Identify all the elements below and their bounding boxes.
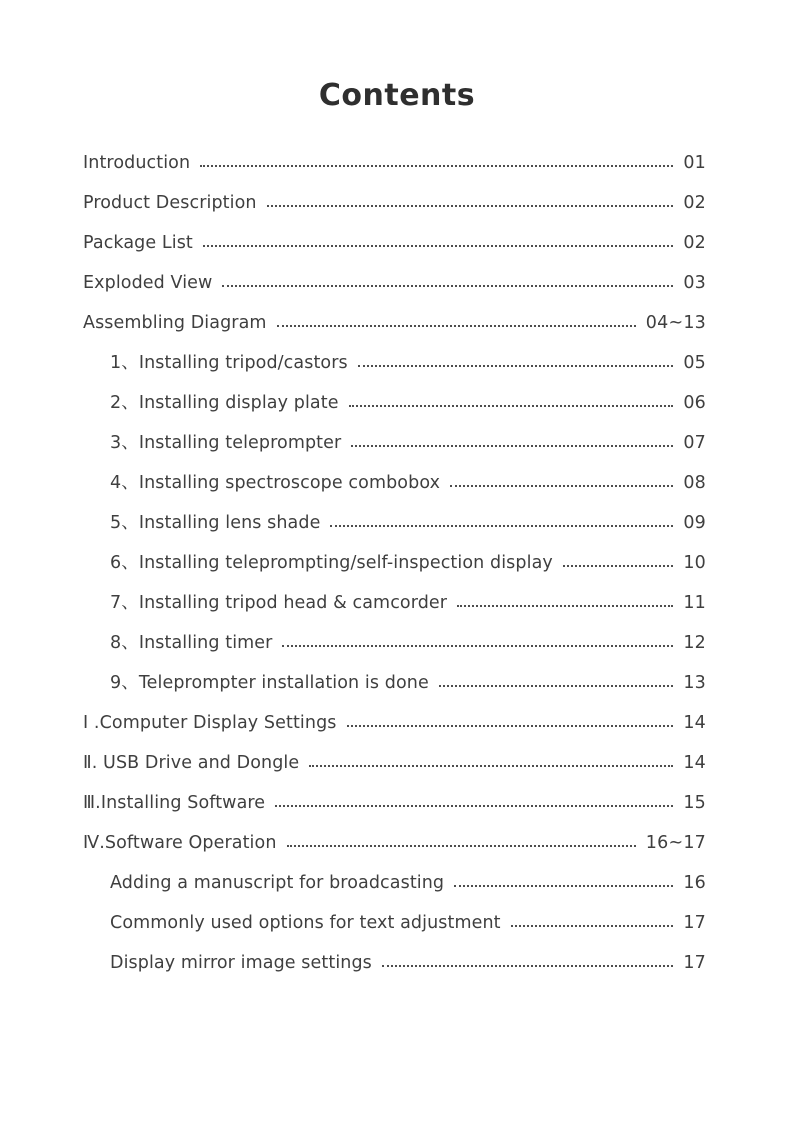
- toc-entry-label: 8、Installing timer: [110, 633, 273, 653]
- toc-page-number: 02: [683, 233, 706, 253]
- toc-page-number: 17: [683, 953, 706, 973]
- toc-entry-label: Commonly used options for text adjustment: [110, 913, 501, 933]
- toc-entry-label: Display mirror image settings: [110, 953, 372, 973]
- toc-entry: [83, 343, 706, 383]
- toc-page-number: 08: [683, 473, 706, 493]
- toc-page-number: 07: [683, 433, 706, 453]
- toc-entry: [83, 303, 706, 343]
- toc-page-number: 16~17: [645, 833, 706, 853]
- toc-dotted-leader: [277, 325, 636, 327]
- toc-entry-label: Adding a manuscript for broadcasting: [110, 873, 445, 893]
- toc-entry-label: Product Description: [83, 193, 257, 213]
- toc-entry-label: Exploded View: [83, 273, 213, 293]
- toc-page-number: 16: [683, 873, 706, 893]
- toc-dotted-leader: [349, 405, 674, 407]
- toc-entry-label: 3、Installing teleprompter: [110, 433, 342, 453]
- toc-entry-label: Introduction: [83, 153, 191, 173]
- toc-entry: [83, 863, 706, 903]
- toc-entry: [83, 743, 706, 783]
- toc-entry-label: 1、Installing tripod/castors: [110, 353, 348, 373]
- toc-dotted-leader: [330, 525, 673, 527]
- toc-entry-label: 9、Teleprompter installation is done: [110, 673, 429, 693]
- toc-dotted-leader: [203, 245, 673, 247]
- toc-page-number: 01: [683, 153, 706, 173]
- toc-page-number: 04~13: [645, 313, 706, 333]
- toc-entry: [83, 703, 706, 743]
- toc-dotted-leader: [382, 965, 673, 967]
- toc-page-number: 14: [683, 713, 706, 733]
- toc-entry: [83, 823, 706, 863]
- toc-page-number: 11: [683, 593, 706, 613]
- toc-dotted-leader: [287, 845, 636, 847]
- toc-entry-label: 2、Installing display plate: [110, 393, 339, 413]
- toc-entry-label: Ⅳ.Software Operation: [83, 833, 277, 853]
- toc-entry: [83, 663, 706, 703]
- toc-dotted-leader: [309, 765, 673, 767]
- toc-page-number: 13: [683, 673, 706, 693]
- toc-entry-label: 7、Installing tripod head & camcorder: [110, 593, 448, 613]
- toc-dotted-leader: [457, 605, 673, 607]
- toc-dotted-leader: [222, 285, 673, 287]
- toc-entry: [83, 223, 706, 263]
- toc-dotted-leader: [511, 925, 674, 927]
- toc-dotted-leader: [351, 445, 673, 447]
- toc-page-number: 10: [683, 553, 706, 573]
- toc-dotted-leader: [200, 165, 673, 167]
- toc-entry: [83, 143, 706, 183]
- toc-entry-label: 4、Installing spectroscope combobox: [110, 473, 441, 493]
- toc-list: [83, 143, 706, 983]
- toc-page-number: 02: [683, 193, 706, 213]
- contents-title: Contents: [318, 78, 476, 113]
- toc-page-number: 05: [683, 353, 706, 373]
- toc-dotted-leader: [282, 645, 673, 647]
- toc-entry: [83, 263, 706, 303]
- toc-entry: [83, 783, 706, 823]
- toc-dotted-leader: [450, 485, 673, 487]
- toc-dotted-leader: [347, 725, 674, 727]
- toc-page-number: 03: [683, 273, 706, 293]
- toc-entry-label: Assembling Diagram: [83, 313, 267, 333]
- toc-dotted-leader: [454, 885, 673, 887]
- toc-entry-label: 6、Installing teleprompting/self-inspection display: [110, 553, 553, 573]
- toc-entry: [83, 503, 706, 543]
- toc-entry: [83, 583, 706, 623]
- toc-entry: [83, 383, 706, 423]
- toc-dotted-leader: [439, 685, 674, 687]
- toc-page-number: 17: [683, 913, 706, 933]
- toc-entry: [83, 943, 706, 983]
- toc-entry: [83, 623, 706, 663]
- toc-entry: [83, 903, 706, 943]
- toc-page-number: 06: [683, 393, 706, 413]
- toc-entry-label: Ⅱ. USB Drive and Dongle: [83, 753, 300, 773]
- toc-page-number: 15: [683, 793, 706, 813]
- toc-entry-label: Ⅰ .Computer Display Settings: [83, 713, 337, 733]
- toc-page-number: 12: [683, 633, 706, 653]
- toc-dotted-leader: [358, 365, 674, 367]
- toc-entry: [83, 423, 706, 463]
- toc-entry-label: Ⅲ.Installing Software: [83, 793, 266, 813]
- toc-entry: [83, 463, 706, 503]
- toc-dotted-leader: [563, 565, 673, 567]
- toc-entry: [83, 183, 706, 223]
- toc-entry-label: 5、Installing lens shade: [110, 513, 321, 533]
- toc-entry: [83, 543, 706, 583]
- toc-entry-label: Package List: [83, 233, 193, 253]
- toc-dotted-leader: [275, 805, 673, 807]
- toc-page-number: 14: [683, 753, 706, 773]
- toc-page-number: 09: [683, 513, 706, 533]
- toc-dotted-leader: [267, 205, 674, 207]
